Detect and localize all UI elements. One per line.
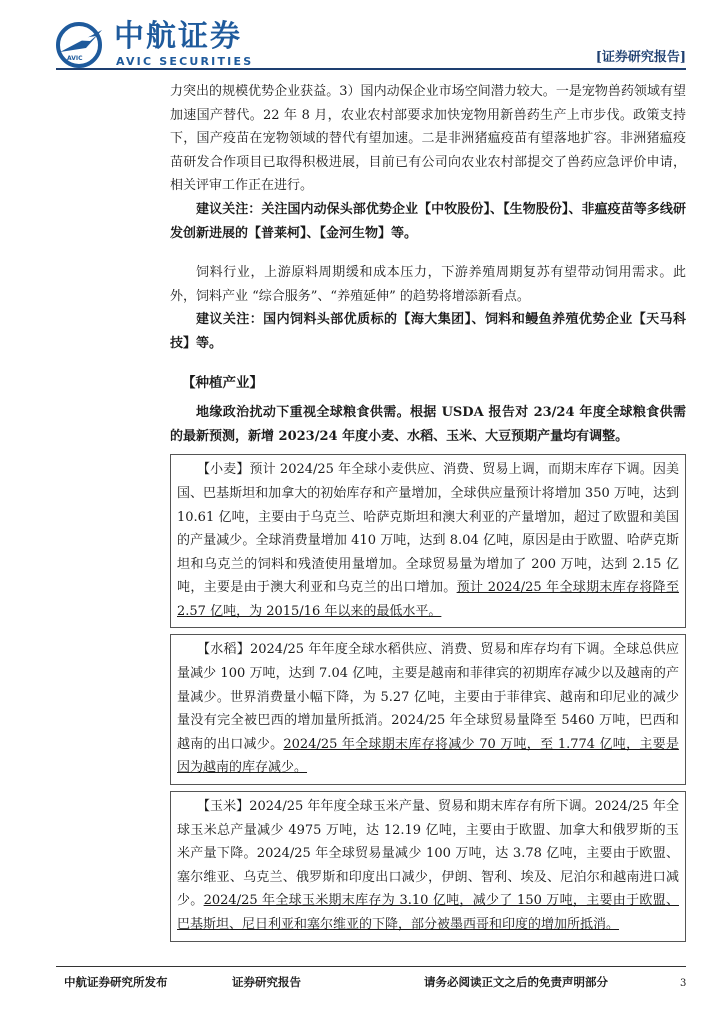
wheat-text: 【小麦】预计 2024/25 年全球小麦供应、消费、贸易上调，而期末库存下调。因美国、巴基斯坦和加拿大的初始库存和产量增加，全球供应量预计将增加 350 万吨，达到10.61 亿吨，主要由于乌克兰、哈萨克斯坦和澳大利亚的产量增加，超过了欧盟和美国的产量减少。全球消费量增加 410 万吨，达到 8.04 亿吨，原因是由于欧盟、哈萨克斯坦和乌克兰的饲料和残渣使用量增加。全球贸易量为增加了 200 万吨，达到 2.15 亿吨，主要是由于澳大利亚和乌克兰的出口增加。 [177, 462, 679, 596]
section-heading-planting: 【种植产业】 [182, 374, 263, 391]
paragraph-feed-industry: 饲料行业，上游原料周期缓和成本压力，下游养殖周期复苏有望带动饲用需求。此外，饲料产业 “综合服务”、“养殖延伸” 的趋势将增添新看点。 [170, 265, 686, 304]
rice-paragraph [177, 638, 679, 780]
corn-box [170, 791, 686, 942]
corn-text: 【玉米】2024/25 年年度全球玉米产量、贸易和期末库存有所下调。2024/25 年全球玉米总产量减少 4975 万吨，达 12.19 亿吨，主要由于欧盟、加拿大和俄罗斯的玉米产量下降。2024/25 年全球贸易量减少 100 万吨，达 3.78 亿吨，主要由于欧盟、塞尔维亚、乌克兰、俄罗斯和印度出口减少，伊朗、智利、埃及、尼泊尔和越南进口减少。 [177, 799, 679, 909]
paragraph-grain-overview: 地缘政治扰动下重视全球粮食供需。根据 USDA 报告对 23/24 年度全球粮食供需的最新预测，新增 2023/24 年度小麦、水稻、玉米、大豆预期产量均有调整。 [170, 405, 686, 444]
rice-stock-highlight: 2024/25 年全球期末库存将减少 70 万吨，至 1.774 亿吨，主要是因为越南的库存减少。 [177, 736, 679, 776]
rice-box [170, 634, 686, 785]
report-body [170, 80, 686, 942]
corn-paragraph [177, 795, 679, 937]
footer-divider [56, 966, 686, 967]
wheat-stock-highlight: 预计 2024/25 年全球期末库存将降至 2.57 亿吨，为 2015/16 年以来的最低水平。 [177, 580, 679, 619]
paragraph-feed-recommendation: 建议关注：国内饲料头部优质标的【海大集团】、饲料和鳗鱼养殖优势企业【天马科技】等。 [170, 312, 686, 351]
logo-chinese-name: 中航证券 [114, 19, 242, 54]
footer-doc-type: 证券研究报告 [232, 975, 301, 989]
wheat-paragraph [177, 458, 679, 623]
footer-disclaimer: 请务必阅读正文之后的免责声明部分 [424, 975, 608, 989]
wheat-box [170, 454, 686, 628]
paragraph-animal-health: 力突出的规模优势企业获益。3）国内动保企业市场空间潜力较大。一是宠物兽药领域有望加速国产替代。22 年 8 月，农业农村部要求加快宠物用新兽药生产上市步伐。政策支持下，国产疫苗在宠物领域的替代有望加速。二是非洲猪瘟疫苗有望落地扩容。非洲猪瘟疫苗研发合作项目已取得积极进展，目前已有公司向农业农村部提交了兽药应急评价申请，相关评审工作正在进行。 [170, 84, 686, 194]
page-footer [0, 958, 724, 998]
avic-securities-logo [56, 19, 254, 70]
footer-publisher: 中航证券研究所发布 [64, 975, 168, 989]
logo-english-name: AVIC SECURITIES [116, 55, 254, 68]
page-header [0, 0, 724, 82]
paragraph-animal-health-recommendation: 建议关注：关注国内动保头部优势企业【中牧股份】、【生物股份】、非瘟疫苗等多线研发创新进展的【普莱柯】、【金河生物】等。 [170, 201, 686, 241]
report-type-tag: [证券研究报告] [595, 50, 686, 65]
page-number: 3 [680, 978, 687, 989]
avic-logo-icon [56, 22, 106, 68]
corn-stock-highlight: 2024/25 年全球玉米期末库存为 3.10 亿吨，减少了 150 万吨，主要由于欧盟、巴基斯坦、尼日利亚和塞尔维亚的下降，部分被墨西哥和印度的增加所抵消。 [177, 893, 679, 932]
rice-text: 【水稻】2024/25 年年度全球水稻供应、消费、贸易和库存均有下调。全球总供应量减少 100 万吨，达到 7.04 亿吨，主要是越南和菲律宾的初期库存减少以及越南的产量减少。世界消费量小幅下降，为 5.27 亿吨，主要由于菲律宾、越南和印尼业的减少量没有完全被巴西的增加量所抵消。2024/25 年全球贸易量降至 5460 万吨，巴西和越南的出口减少。 [177, 642, 679, 752]
header-divider [56, 68, 686, 70]
logo-badge-text: AVIC [67, 55, 83, 62]
